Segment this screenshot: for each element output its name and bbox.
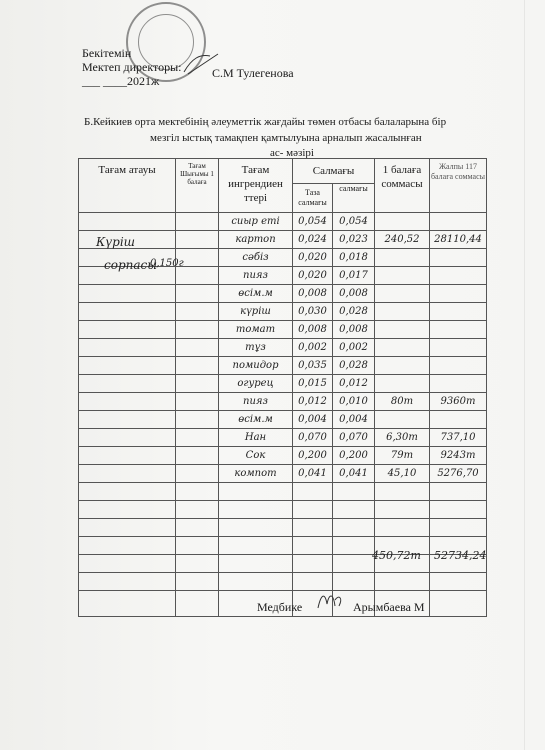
gross-weight-cell: 0,070 (333, 429, 375, 447)
table-row (79, 447, 487, 465)
per-child-sum-cell (375, 573, 430, 591)
title-line-1: Б.Кейкиев орта мектебінің әлеуметтік жағдайы төмен отбасы балаларына бір (84, 116, 447, 128)
yield-cell (176, 465, 219, 483)
net-weight-cell: 0,030 (293, 303, 333, 321)
total-sum-cell (430, 411, 487, 429)
director-name: С.М Тулегенова (212, 66, 294, 80)
yield-cell (176, 303, 219, 321)
net-weight-cell (293, 501, 333, 519)
yield-cell (176, 285, 219, 303)
net-weight-cell (293, 573, 333, 591)
dish-cell (79, 339, 176, 357)
table-row (79, 213, 487, 231)
title-line-3: ас- мәзірі (270, 147, 314, 159)
empty-cell (79, 591, 176, 617)
net-weight-cell (293, 483, 333, 501)
ingredient-cell: пияз (219, 267, 293, 285)
per-child-sum-cell: 6,30т (375, 429, 430, 447)
header-weight: Салмағы (293, 159, 375, 184)
table-row (79, 537, 487, 555)
ingredient-cell: өсім.м (219, 411, 293, 429)
ingredient-cell (219, 519, 293, 537)
table-row (79, 429, 487, 447)
ingredient-cell: огурец (219, 375, 293, 393)
empty-cell (430, 591, 487, 617)
total-sum-cell (430, 519, 487, 537)
gross-weight-cell (333, 555, 375, 573)
table-row (79, 411, 487, 429)
dish-yield: 0,150г (150, 258, 184, 269)
per-child-sum-cell (375, 501, 430, 519)
ingredient-cell: Сок (219, 447, 293, 465)
yield-cell (176, 429, 219, 447)
table-row (79, 231, 487, 249)
yield-cell (176, 519, 219, 537)
empty-cell (176, 591, 219, 617)
dish-cell (79, 573, 176, 591)
gross-weight-cell: 0,008 (333, 321, 375, 339)
total-sum-cell (430, 303, 487, 321)
net-weight-cell: 0,070 (293, 429, 333, 447)
per-child-sum-cell (375, 267, 430, 285)
table-row (79, 357, 487, 375)
dish-cell (79, 213, 176, 231)
total-sum-cell (430, 249, 487, 267)
gross-weight-cell: 0,004 (333, 411, 375, 429)
gross-weight-cell: 0,200 (333, 447, 375, 465)
net-weight-cell: 0,002 (293, 339, 333, 357)
per-child-sum-cell (375, 213, 430, 231)
yield-cell (176, 231, 219, 249)
net-weight-cell: 0,008 (293, 285, 333, 303)
per-child-sum-cell (375, 375, 430, 393)
total-sum-cell (430, 483, 487, 501)
net-weight-cell: 0,015 (293, 375, 333, 393)
sum-per-child: 450,72т (372, 549, 421, 562)
dish-cell (79, 429, 176, 447)
yield-cell (176, 537, 219, 555)
yield-cell (176, 393, 219, 411)
gross-weight-cell: 0,018 (333, 249, 375, 267)
dish-cell (79, 483, 176, 501)
ingredient-cell: томат (219, 321, 293, 339)
net-weight-cell: 0,035 (293, 357, 333, 375)
yield-cell (176, 447, 219, 465)
header-dish: Тағам атауы (79, 159, 176, 213)
dish-cell (79, 447, 176, 465)
approval-block (82, 46, 182, 88)
total-sum-cell: 28110,44 (430, 231, 487, 249)
gross-weight-cell: 0,041 (333, 465, 375, 483)
yield-cell (176, 321, 219, 339)
table-row (79, 375, 487, 393)
yield-cell (176, 555, 219, 573)
gross-weight-cell (333, 501, 375, 519)
ingredient-cell: тұз (219, 339, 293, 357)
header-net-weight: Таза салмағы (293, 184, 333, 213)
ingredient-cell (219, 555, 293, 573)
table-row (79, 465, 487, 483)
total-sum-cell (430, 357, 487, 375)
table-row (79, 339, 487, 357)
yield-cell (176, 375, 219, 393)
nurse-role: Медбике (257, 600, 303, 614)
page-crease (524, 0, 525, 750)
dish-cell (79, 303, 176, 321)
ingredient-cell: сәбіз (219, 249, 293, 267)
ingredient-cell (219, 573, 293, 591)
per-child-sum-cell: 80т (375, 393, 430, 411)
gross-weight-cell: 0,023 (333, 231, 375, 249)
nurse-signature (315, 590, 345, 612)
gross-weight-cell: 0,017 (333, 267, 375, 285)
per-child-sum-cell (375, 357, 430, 375)
total-sum-cell (430, 285, 487, 303)
table-row (79, 555, 487, 573)
per-child-sum-cell (375, 285, 430, 303)
header-yield: Тағам Шығымы 1 балаға (176, 159, 219, 213)
total-sum-cell (430, 339, 487, 357)
yield-cell (176, 267, 219, 285)
header-per-child: 1 балаға соммасы (375, 159, 430, 213)
dish-cell (79, 393, 176, 411)
gross-weight-cell: 0,002 (333, 339, 375, 357)
dish-cell (79, 555, 176, 573)
approval-title: Бекітемін (82, 46, 132, 60)
dish-cell (79, 375, 176, 393)
per-child-sum-cell: 240,52 (375, 231, 430, 249)
total-sum-cell: 9360т (430, 393, 487, 411)
total-sum-cell: 9243т (430, 447, 487, 465)
gross-weight-cell: 0,008 (333, 285, 375, 303)
header-total: Жалпы 117 балаға соммасы (430, 159, 487, 213)
header-ingredients: Тағам ингрендиен ттері (219, 159, 293, 213)
nurse-name: Арымбаева М (353, 600, 425, 614)
dish-name-line-2: сорпасы (104, 258, 158, 272)
net-weight-cell (293, 537, 333, 555)
gross-weight-cell: 0,012 (333, 375, 375, 393)
table-row (79, 285, 487, 303)
net-weight-cell: 0,024 (293, 231, 333, 249)
net-weight-cell: 0,041 (293, 465, 333, 483)
ingredient-cell (219, 537, 293, 555)
gross-weight-cell: 0,028 (333, 357, 375, 375)
table-row (79, 303, 487, 321)
total-sum-cell (430, 501, 487, 519)
net-weight-cell: 0,020 (293, 249, 333, 267)
title-line-2: мезгіл ыстық тамақпен қамтылуына арналып жасалынған (150, 132, 422, 144)
total-sum-cell (430, 375, 487, 393)
gross-weight-cell (333, 519, 375, 537)
per-child-sum-cell: 45,10 (375, 465, 430, 483)
approval-position: Мектеп директоры: (82, 60, 182, 74)
table-row (79, 501, 487, 519)
ingredient-cell (219, 483, 293, 501)
per-child-sum-cell (375, 519, 430, 537)
per-child-sum-cell (375, 321, 430, 339)
ingredient-cell: өсім.м (219, 285, 293, 303)
gross-weight-cell (333, 537, 375, 555)
dish-name-line-1: Күріш (96, 235, 136, 249)
yield-cell (176, 573, 219, 591)
gross-weight-cell (333, 573, 375, 591)
table-row (79, 321, 487, 339)
total-sum-cell (430, 213, 487, 231)
yield-cell (176, 213, 219, 231)
ingredient-cell: Нан (219, 429, 293, 447)
ingredient-cell: картоп (219, 231, 293, 249)
total-sum-cell (430, 267, 487, 285)
net-weight-cell: 0,200 (293, 447, 333, 465)
net-weight-cell (293, 555, 333, 573)
yield-cell (176, 339, 219, 357)
yield-cell (176, 411, 219, 429)
ingredient-cell: сиыр еті (219, 213, 293, 231)
net-weight-cell: 0,020 (293, 267, 333, 285)
yield-cell (176, 501, 219, 519)
table-row (79, 519, 487, 537)
approval-date: ___ ____2021ж (82, 74, 160, 88)
total-sum-cell: 737,10 (430, 429, 487, 447)
gross-weight-cell: 0,054 (333, 213, 375, 231)
ingredient-cell (219, 501, 293, 519)
dish-cell (79, 321, 176, 339)
menu-table (78, 158, 487, 617)
yield-cell (176, 483, 219, 501)
net-weight-cell: 0,054 (293, 213, 333, 231)
dish-cell (79, 285, 176, 303)
ingredient-cell: пияз (219, 393, 293, 411)
per-child-sum-cell (375, 483, 430, 501)
ingredient-cell: компот (219, 465, 293, 483)
total-sum-cell (430, 573, 487, 591)
net-weight-cell: 0,008 (293, 321, 333, 339)
ingredient-cell: күріш (219, 303, 293, 321)
table-row (79, 573, 487, 591)
per-child-sum-cell (375, 303, 430, 321)
dish-cell (79, 411, 176, 429)
per-child-sum-cell (375, 411, 430, 429)
sum-total: 52734,24 (434, 549, 487, 562)
net-weight-cell: 0,012 (293, 393, 333, 411)
table-row (79, 483, 487, 501)
per-child-sum-cell: 79т (375, 447, 430, 465)
dish-cell (79, 357, 176, 375)
gross-weight-cell: 0,028 (333, 303, 375, 321)
header-gross-weight: салмағы (333, 184, 375, 213)
ingredient-cell: помидор (219, 357, 293, 375)
total-sum-cell (430, 321, 487, 339)
dish-cell (79, 519, 176, 537)
net-weight-cell: 0,004 (293, 411, 333, 429)
dish-cell (79, 465, 176, 483)
table-row (79, 393, 487, 411)
per-child-sum-cell (375, 249, 430, 267)
net-weight-cell (293, 519, 333, 537)
yield-cell (176, 357, 219, 375)
per-child-sum-cell (375, 339, 430, 357)
dish-cell (79, 537, 176, 555)
total-sum-cell: 5276,70 (430, 465, 487, 483)
gross-weight-cell: 0,010 (333, 393, 375, 411)
gross-weight-cell (333, 483, 375, 501)
dish-cell (79, 501, 176, 519)
